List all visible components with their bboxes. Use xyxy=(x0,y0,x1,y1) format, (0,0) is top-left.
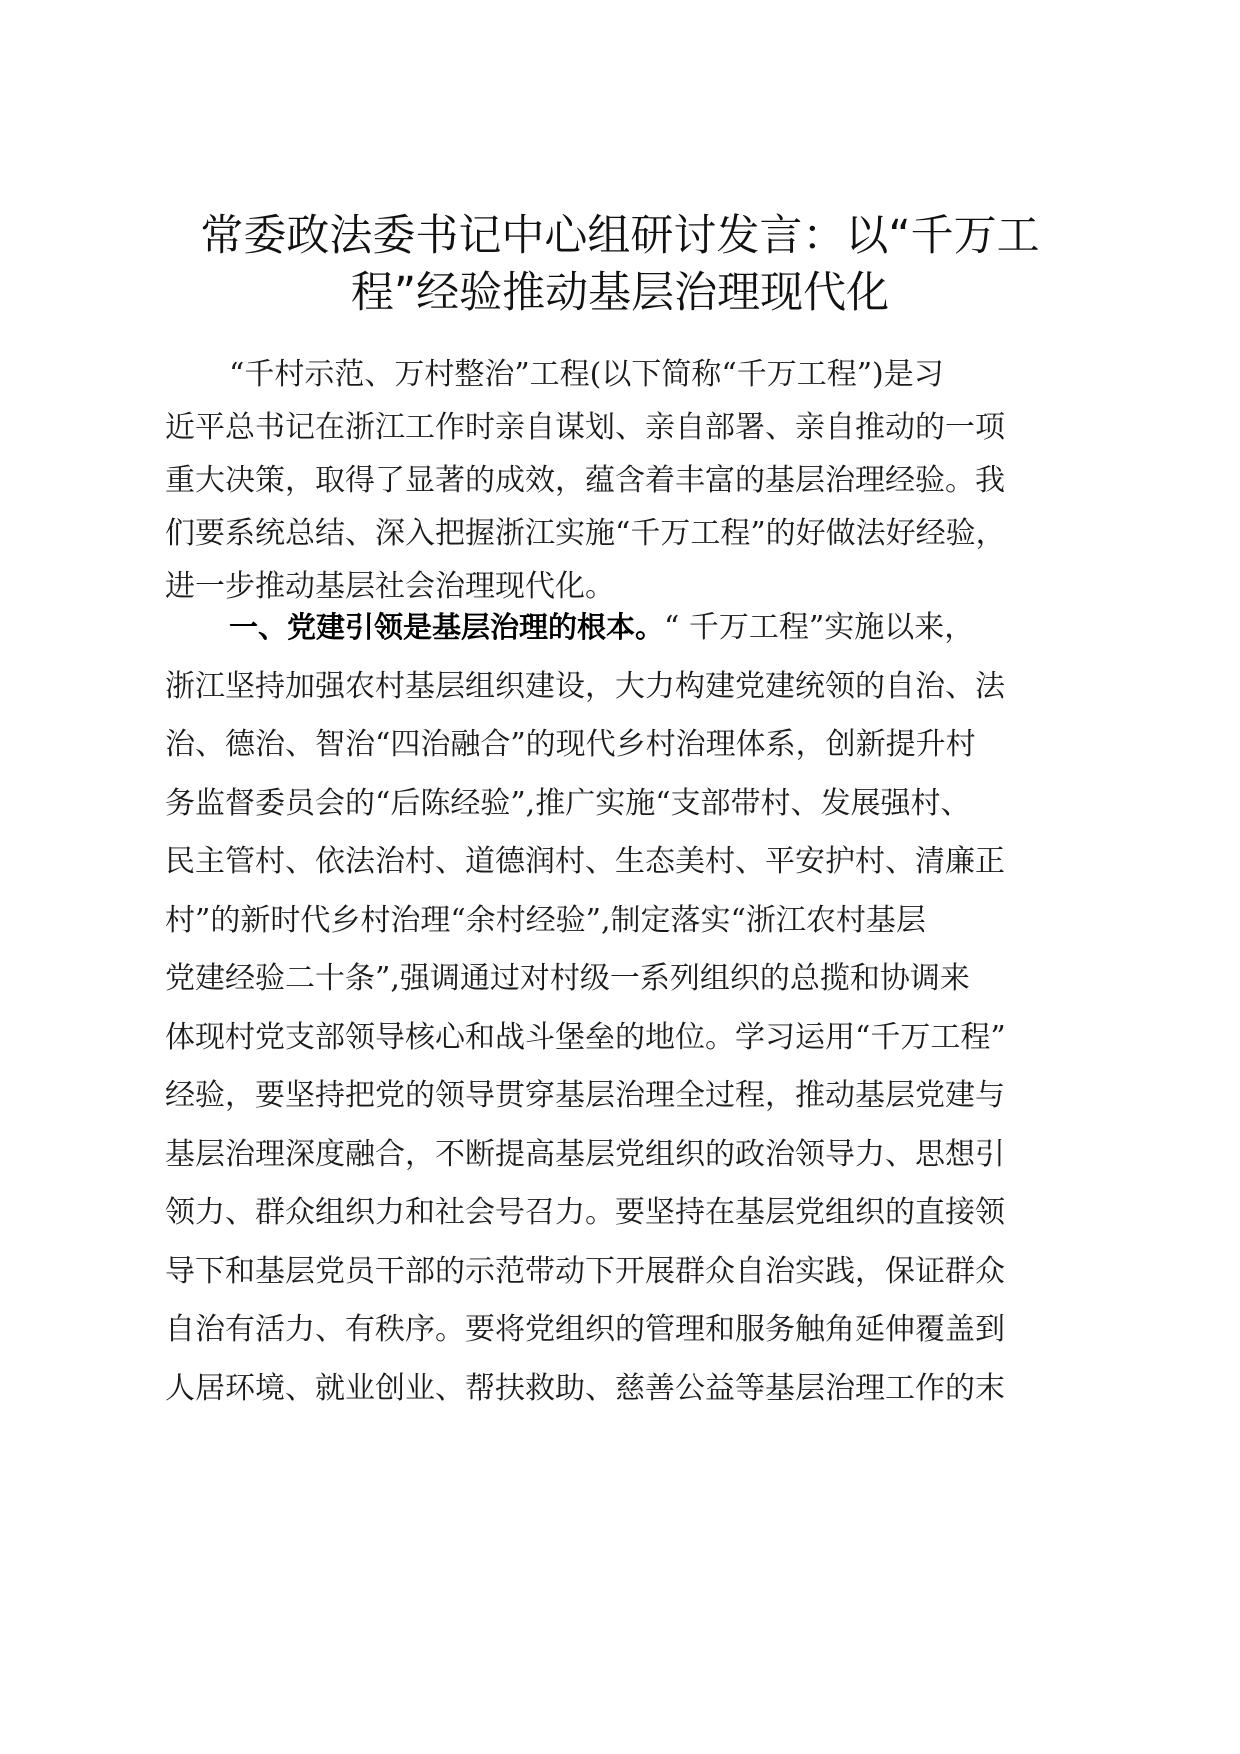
section-1-line: 浙江坚持加强农村基层组织建设，大力构建党建统领的自治、法 xyxy=(165,668,1005,704)
section-1-line: 导下和基层党员干部的示范带动下开展群众自治实践，保证群众 xyxy=(165,1253,1005,1289)
section-1-line: 党建经验二十条”,强调通过对村级一系列组织的总揽和协调来 xyxy=(165,961,970,996)
section-1-heading: 一、党建引领是基层治理的根本。 xyxy=(229,610,665,644)
section-1-first-line-text: “ 千万工程”实施以来， xyxy=(664,610,975,645)
intro-line: 重大决策，取得了显著的成效，蕴含着丰富的基层治理经验。我 xyxy=(165,463,1005,498)
title-line-2: 程”经验推动基层治理现代化 xyxy=(350,268,890,318)
intro-paragraph xyxy=(165,348,1085,613)
section-1-line: 村”的新时代乡村治理“余村经验”,制定落实“浙江农村基层 xyxy=(165,902,926,938)
section-1-line: 自治有活力、有秩序。要将党组织的管理和服务触角延伸覆盖到 xyxy=(165,1312,1005,1347)
intro-line: 近平总书记在浙江工作时亲自谋划、亲自部署、亲自推动的一项 xyxy=(165,410,1005,445)
intro-line: 进一步推动基层社会治理现代化。 xyxy=(165,569,615,604)
section-1-line: 基层治理深度融合，不断提高基层党组织的政治领导力、思想引 xyxy=(165,1136,1005,1172)
section-1-line: 经验，要坚持把党的领导贯穿基层治理全过程，推动基层党建与 xyxy=(165,1078,1005,1113)
section-1-line: 体现村党支部领导核心和战斗堡垒的地位。学习运用“千万工程” xyxy=(165,1019,1006,1055)
section-1-paragraph xyxy=(165,598,1085,1418)
intro-line: “千村示范、万村整治”工程(以下简称“千万工程”)是习 xyxy=(229,357,944,392)
section-1-first-line xyxy=(165,598,1085,658)
section-1-line: 领力、群众组织力和社会号召力。要坚持在基层党组织的直接领 xyxy=(165,1195,1005,1230)
title-line-1: 常委政法委书记中心组研讨发言：以“千万工 xyxy=(200,211,1040,261)
intro-line: 们要系统总结、深入把握浙江实施“千万工程”的好做法好经验， xyxy=(165,516,1006,551)
section-1-line: 人居环境、就业创业、帮扶救助、慈善公益等基层治理工作的末 xyxy=(165,1370,1005,1406)
section-1-line: 民主管村、依法治村、道德润村、生态美村、平安护村、清廉正 xyxy=(165,844,1005,879)
document-title xyxy=(150,208,1090,322)
section-1-line: 务监督委员会的“后陈经验”,推广实施“支部带村、发展强村、 xyxy=(165,785,971,821)
section-1-line: 治、德治、智治“四治融合”的现代乡村治理体系，创新提升村 xyxy=(165,727,976,762)
